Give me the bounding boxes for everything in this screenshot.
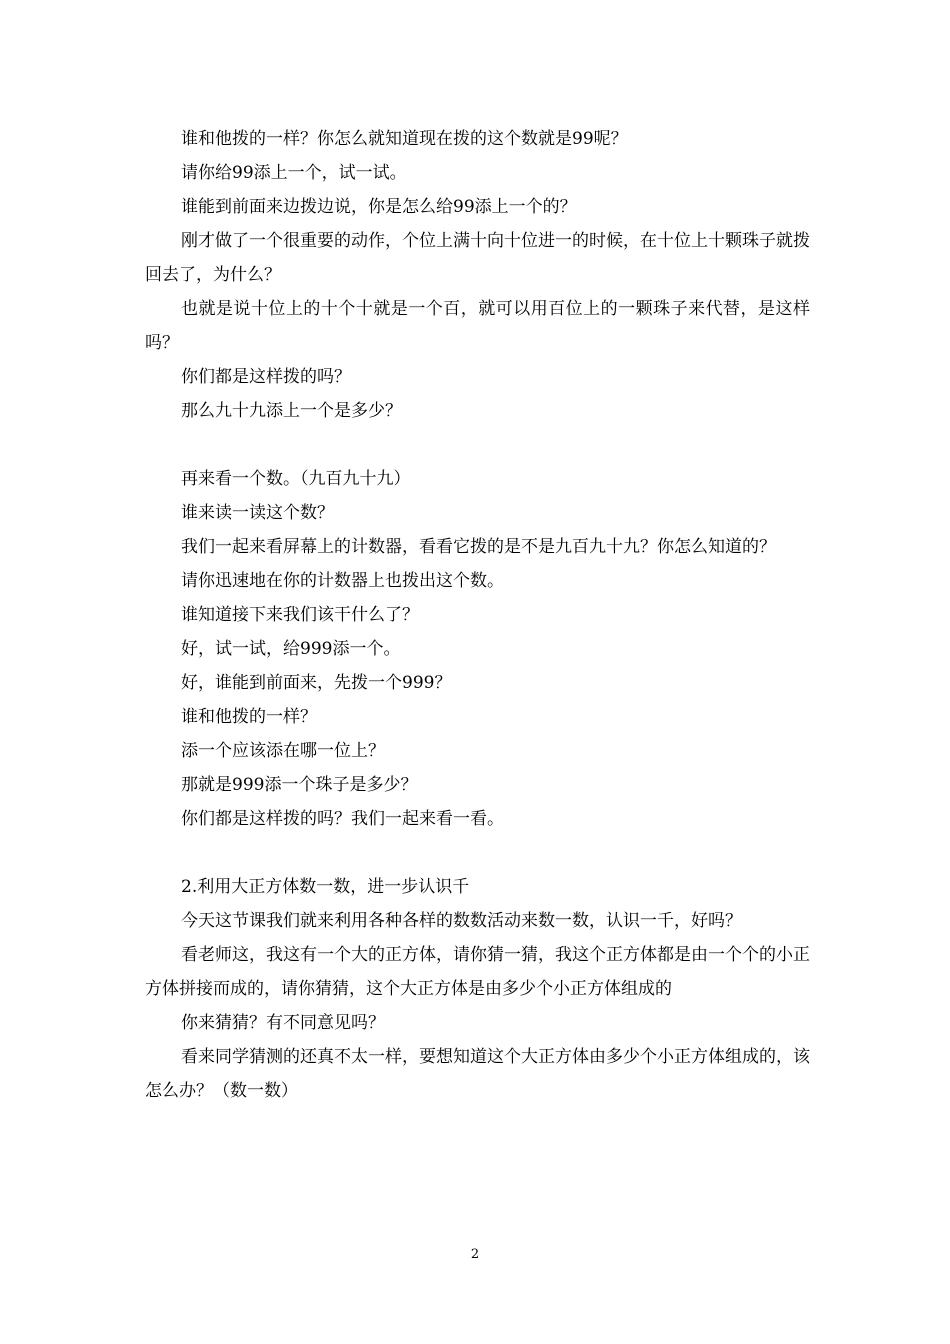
paragraph: 那么九十九添上一个是多少？ [181, 401, 402, 421]
paragraph: 我们一起来看屏幕上的计数器，看看它拨的是不是九百九十九？你怎么知道的？ [181, 537, 776, 557]
paragraph: 再来看一个数。（九百九十九） [181, 469, 411, 489]
paragraph: 谁和他拨的一样？ [181, 707, 317, 727]
paragraph: 你来猜猜？有不同意见吗？ [181, 1013, 385, 1033]
paragraph: 谁能到前面来边拨边说，你是怎么给99添上一个的？ [181, 197, 577, 217]
paragraph: 你们都是这样拨的吗？ [181, 367, 351, 387]
paragraph: 刚才做了一个很重要的动作，个位上满十向十位进一的时候，在十位上十颗珠子就拨回去了，为什么？ [145, 231, 810, 285]
paragraph: 你们都是这样拨的吗？我们一起来看一看。 [181, 809, 504, 829]
paragraph: 请你给99添上一个，试一试。 [181, 163, 407, 183]
paragraph: 好，谁能到前面来，先拨一个999？ [181, 673, 452, 693]
paragraph: 谁来读一读这个数？ [181, 503, 334, 523]
document-body [145, 122, 810, 1108]
paragraph: 谁和他拨的一样？你怎么就知道现在拨的这个数就是99呢？ [181, 129, 628, 149]
blank-line [145, 836, 810, 870]
paragraph: 今天这节课我们就来利用各种各样的数数活动来数一数，认识一千，好吗？ [181, 911, 742, 931]
paragraph: 请你迅速地在你的计数器上也拨出这个数。 [181, 571, 504, 591]
paragraph: 也就是说十位上的十个十就是一个百，就可以用百位上的一颗珠子来代替，是这样吗？ [145, 299, 810, 353]
page-number: 2 [470, 1247, 480, 1262]
paragraph: 好，试一试，给999添一个。 [181, 639, 401, 659]
paragraph: 看老师这，我这有一个大的正方体，请你猜一猜，我这个正方体都是由一个个的小正方体拼接而成的，请你猜猜，这个大正方体是由多少个小正方体组成的 [145, 945, 810, 999]
section-heading: 2.利用大正方体数一数，进一步认识千 [181, 877, 470, 897]
blank-line [145, 428, 810, 462]
paragraph: 看来同学猜测的还真不太一样，要想知道这个大正方体由多少个小正方体组成的，该怎么办？（数一数） [145, 1047, 810, 1101]
paragraph: 那就是999添一个珠子是多少？ [181, 775, 418, 795]
paragraph: 谁知道接下来我们该干什么了？ [181, 605, 419, 625]
paragraph: 添一个应该添在哪一位上？ [181, 741, 385, 761]
